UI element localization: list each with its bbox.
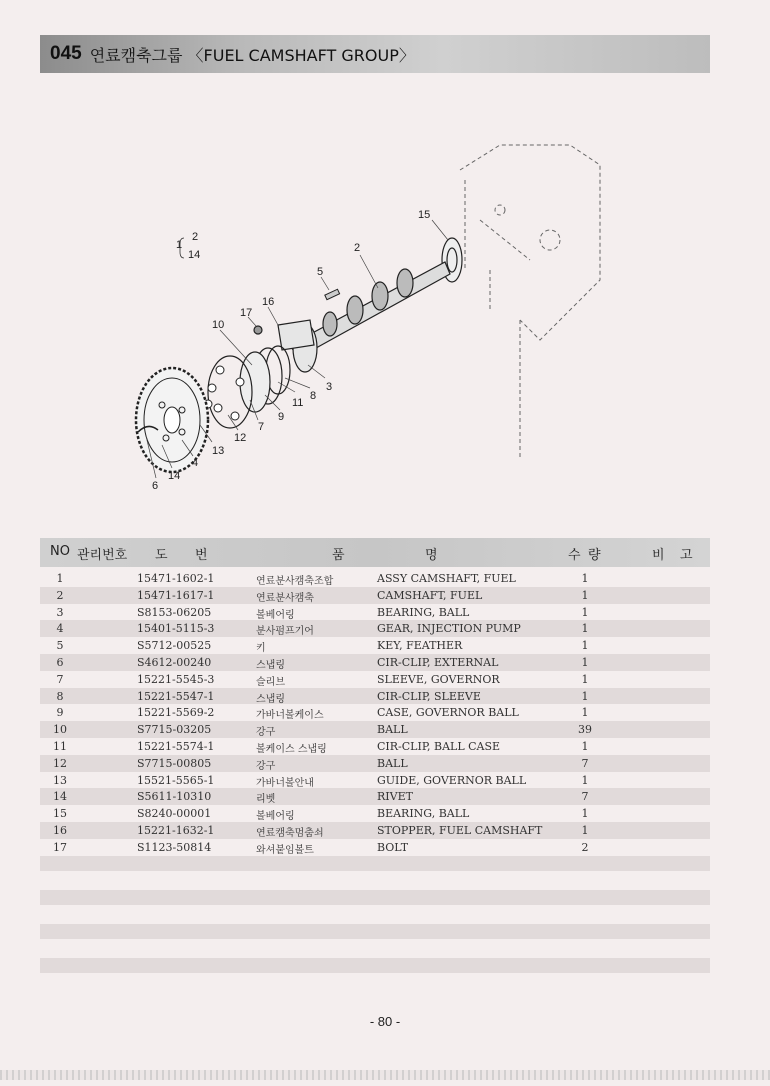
bolt: [254, 326, 262, 334]
row-english-name: BOLT: [377, 840, 409, 854]
row-english-name: ASSY CAMSHAFT, FUEL: [377, 572, 516, 585]
row-korean-name: 볼케이스 스냅링: [256, 743, 327, 755]
section-number: 045: [50, 43, 82, 64]
row-korean-name: 볼베어링: [256, 609, 295, 621]
table-header: [40, 538, 710, 567]
row-english-name: BALL: [377, 723, 408, 737]
row-korean-name: 슬리브: [256, 676, 285, 688]
row-english-name: GEAR, INJECTION PUMP: [377, 622, 521, 636]
callout-5: 5: [317, 266, 324, 278]
row-part-number: S8153-06205: [137, 605, 212, 619]
row-part-number: 15471-1617-1: [137, 588, 215, 602]
table-row: [40, 788, 710, 805]
callout-11: 11: [292, 397, 304, 409]
header-no: NO: [50, 544, 70, 559]
callout-8: 8: [310, 390, 317, 402]
row-korean-name: 가바너볼케이스: [256, 710, 324, 722]
callout-4: 4: [192, 457, 199, 469]
row-korean-name: 연료분사캠축조합: [256, 576, 334, 587]
row-qty: 1: [581, 807, 589, 821]
row-qty: 1: [581, 706, 589, 720]
row-qty: 1: [581, 622, 589, 636]
blank-row: [40, 924, 710, 939]
callout-9: 9: [278, 411, 285, 423]
callout-14: 14: [168, 470, 181, 482]
header-remark-bi: 비: [652, 548, 665, 563]
row-korean-name: 연료분사캠축: [256, 592, 314, 604]
row-no: 1: [56, 572, 64, 585]
title-bar: [40, 35, 710, 73]
table-row: [40, 721, 710, 738]
blank-row: [40, 856, 710, 871]
table-row: [40, 822, 710, 839]
row-qty: 1: [581, 639, 589, 653]
row-english-name: BEARING, BALL: [377, 605, 470, 619]
row-korean-name: 와셔붙임볼트: [256, 844, 314, 856]
row-korean-name: 스냅링: [256, 693, 285, 705]
row-no: 7: [56, 672, 64, 686]
callout-15: 15: [418, 209, 431, 221]
header-mgmt-number: 관리번호: [77, 548, 128, 563]
table-row: [40, 620, 710, 637]
row-part-number: 15471-1602-1: [137, 572, 215, 585]
header-qty-su: 수: [568, 548, 581, 563]
table-row: [40, 839, 710, 856]
row-korean-name: 분사펌프기어: [256, 626, 314, 638]
callout-17: 17: [240, 307, 253, 319]
table-row: [40, 637, 710, 654]
row-english-name: CAMSHAFT, FUEL: [377, 588, 483, 602]
row-no: 10: [53, 723, 67, 737]
callout-1-group-14: 14: [188, 249, 201, 261]
row-english-name: GUIDE, GOVERNOR BALL: [377, 773, 527, 787]
feather-key: [325, 289, 340, 299]
callout-16: 16: [262, 296, 275, 308]
engine-block-outline: [460, 145, 600, 460]
scan-edge-strip: [0, 1070, 770, 1080]
row-part-number: 15221-5569-2: [137, 706, 215, 720]
row-part-number: 15221-5574-1: [137, 739, 215, 753]
row-no: 4: [56, 622, 64, 636]
governor-balls: [204, 366, 244, 420]
row-english-name: SLEEVE, GOVERNOR: [377, 672, 500, 686]
row-qty: 1: [581, 588, 589, 602]
row-qty: 7: [581, 756, 589, 770]
table-row: [40, 570, 710, 587]
camshaft-stopper: [278, 320, 314, 350]
row-part-number: S7715-00805: [137, 756, 212, 770]
row-korean-name: 강구: [256, 760, 276, 772]
row-part-number: S7715-03205: [137, 723, 212, 737]
row-part-number: 15221-5547-1: [137, 689, 215, 703]
table-row: [40, 688, 710, 705]
row-qty: 1: [581, 689, 589, 703]
row-korean-name: 연료캠축멈춤쇠: [256, 827, 324, 839]
row-qty: 1: [581, 672, 589, 686]
row-qty: 7: [581, 790, 589, 804]
row-korean-name: 강구: [256, 727, 276, 739]
row-no: 17: [53, 840, 67, 854]
callout-6: 6: [152, 480, 159, 492]
row-english-name: RIVET: [377, 790, 413, 804]
table-row: [40, 587, 710, 604]
row-no: 11: [53, 739, 67, 753]
row-korean-name: 가바너볼안내: [256, 777, 314, 789]
row-no: 8: [56, 689, 64, 703]
page-number: - 80 -: [369, 1014, 401, 1029]
row-korean-name: 리벳: [256, 794, 276, 806]
row-english-name: CIR-CLIP, EXTERNAL: [377, 655, 499, 669]
table-row: [40, 654, 710, 671]
header-name-myeong: 명: [425, 548, 438, 563]
row-no: 13: [53, 773, 67, 787]
row-part-number: 15401-5115-3: [137, 622, 215, 636]
blank-row: [40, 890, 710, 905]
row-no: 6: [56, 655, 64, 669]
row-part-number: 15521-5565-1: [137, 773, 215, 787]
row-qty: 1: [581, 572, 589, 585]
row-qty: 1: [581, 655, 589, 669]
row-no: 15: [53, 807, 67, 821]
row-english-name: BALL: [377, 756, 408, 770]
row-no: 2: [56, 588, 64, 602]
header-qty-ryang: 량: [588, 548, 601, 563]
row-part-number: S5611-10310: [137, 790, 212, 804]
row-part-number: S4612-00240: [137, 655, 212, 669]
row-no: 12: [53, 756, 67, 770]
table-row: [40, 738, 710, 755]
row-qty: 2: [581, 840, 589, 854]
row-part-number: 15221-1632-1: [137, 823, 215, 837]
row-english-name: STOPPER, FUEL CAMSHAFT: [377, 823, 543, 837]
row-qty: 1: [581, 773, 589, 787]
row-english-name: CIR-CLIP, SLEEVE: [377, 689, 481, 703]
row-qty: 1: [581, 823, 589, 837]
row-qty: 1: [581, 739, 589, 753]
row-english-name: BEARING, BALL: [377, 807, 470, 821]
callout-2: 2: [354, 242, 361, 254]
table-row: [40, 671, 710, 688]
callout-7: 7: [258, 421, 265, 433]
row-no: 14: [53, 790, 67, 804]
row-korean-name: 스냅링: [256, 659, 285, 671]
callout-1-group: 1: [176, 239, 183, 251]
row-qty: 1: [581, 605, 589, 619]
row-no: 5: [56, 639, 64, 653]
section-title: 연료캠축그룹 〈FUEL CAMSHAFT GROUP〉: [89, 45, 415, 65]
row-no: 9: [56, 706, 64, 720]
table-row: [40, 604, 710, 621]
row-qty: 39: [578, 723, 592, 737]
row-english-name: CASE, GOVERNOR BALL: [377, 706, 519, 720]
row-part-number: S8240-00001: [137, 807, 212, 821]
row-korean-name: 볼베어링: [256, 811, 295, 823]
row-english-name: KEY, FEATHER: [377, 639, 463, 653]
callout-13: 13: [212, 445, 225, 457]
table-row: [40, 772, 710, 789]
callout-1-group-2: 2: [192, 231, 199, 243]
row-no: 3: [56, 605, 64, 619]
header-name-pum: 품: [332, 548, 345, 563]
blank-row: [40, 958, 710, 973]
callout-10: 10: [212, 319, 225, 331]
header-remark-go: 고: [680, 548, 693, 563]
row-english-name: CIR-CLIP, BALL CASE: [377, 739, 501, 753]
row-part-number: S1123-50814: [137, 840, 212, 854]
row-part-number: S5712-00525: [137, 639, 212, 653]
row-korean-name: 키: [256, 643, 266, 655]
parts-table: [40, 570, 710, 856]
row-no: 16: [53, 823, 67, 837]
header-part-do: 도: [155, 548, 168, 563]
exploded-parts-diagram: [100, 120, 660, 520]
callout-12: 12: [234, 432, 247, 444]
table-row: [40, 805, 710, 822]
callout-3: 3: [326, 381, 333, 393]
table-row: [40, 755, 710, 772]
table-row: [40, 704, 710, 721]
row-part-number: 15221-5545-3: [137, 672, 215, 686]
header-part-beon: 번: [195, 548, 208, 563]
